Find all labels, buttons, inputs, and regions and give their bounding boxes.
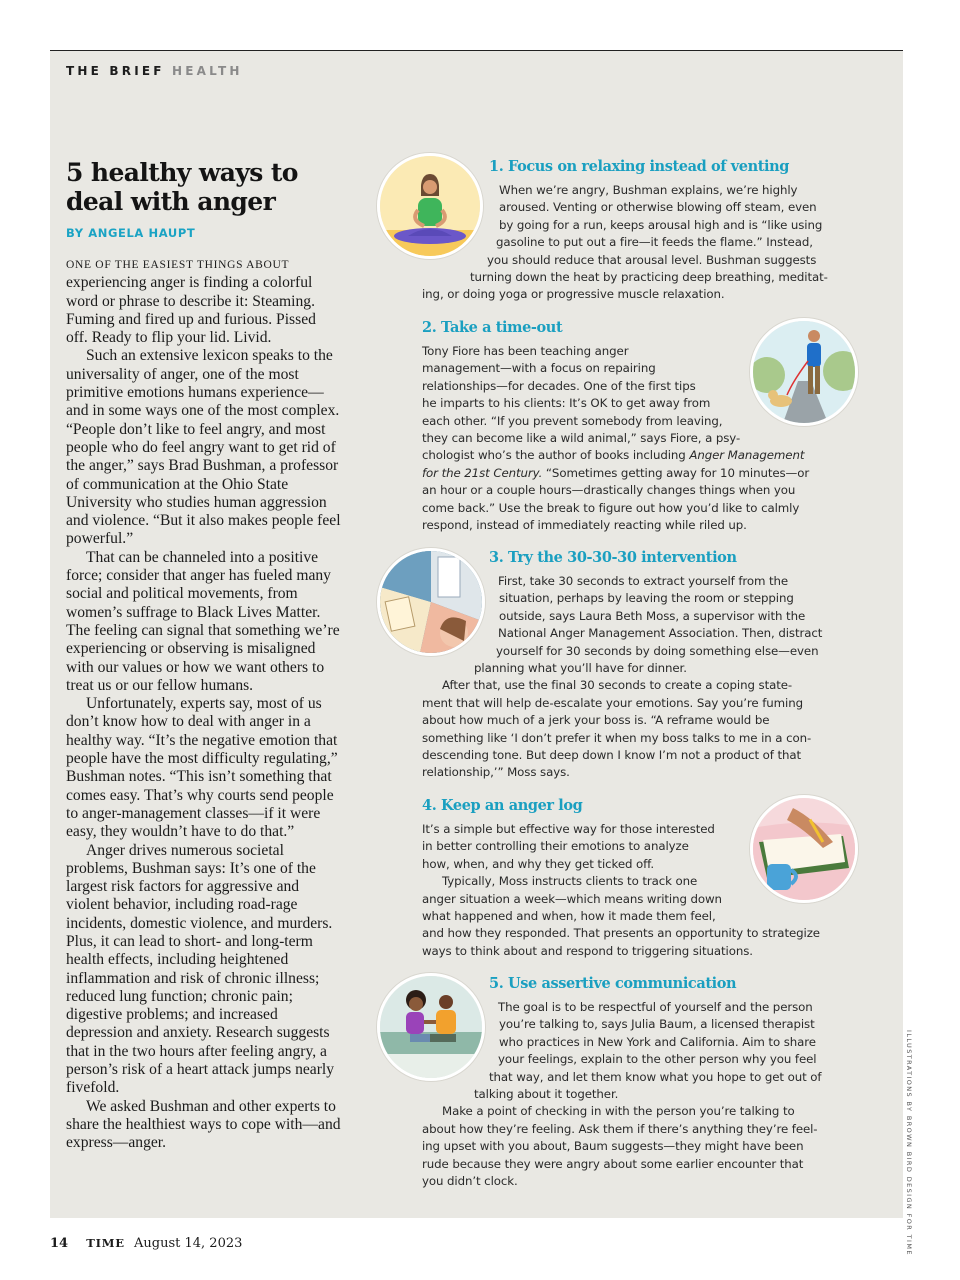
body-paragraph: Unfortunately, experts say, most of us don’t know how to deal with anger in a healthy way. “It’s the negative emotion that people have the most difficulty regulating,” Bushman notes. “This isn’t something that comes easy. That’s why courts send people to anger-management classes—if it were easy, they wouldn’t have to do that.” xyxy=(66,695,338,841)
article-title xyxy=(66,158,316,216)
book-title: for the 21st Century. xyxy=(422,465,543,480)
body-line: you’re talking to, says Julia Baum, a licensed therapist xyxy=(499,1017,815,1032)
body-paragraph: We asked Bushman and other experts to share the healthiest ways to cope with—and express—anger. xyxy=(66,1097,341,1152)
body-line: he imparts to his clients: It’s OK to get away from xyxy=(422,396,711,411)
body-line: rude because they were angry about some earlier encounter that xyxy=(422,1156,804,1171)
body-line: National Anger Management Association. Then, distract xyxy=(498,626,823,641)
illustration-credit: ILLUSTRATIONS BY BROWN BIRD DESIGN FOR TIME xyxy=(905,1030,913,1256)
body-line: Typically, Moss instructs clients to track one xyxy=(442,874,698,889)
body-line: talking about it together. xyxy=(474,1087,619,1102)
body-line: ing upset with you about, Baum suggests—they might have been xyxy=(422,1139,804,1154)
body-line: yourself for 30 seconds by doing something else—even xyxy=(496,643,819,658)
body-line-text: “Sometimes getting away for 10 minutes—or xyxy=(545,465,810,480)
body-line: and how they responded. That presents an opportunity to strategize xyxy=(422,926,820,941)
body-line: respond, instead of immediately reacting while riled up. xyxy=(422,518,747,533)
body-line: anger situation a week—which means writing down xyxy=(422,891,722,906)
body-line: turning down the heat by practicing deep breathing, meditat- xyxy=(470,270,828,285)
section-title: 3. Try the 30-30-30 intervention xyxy=(489,549,737,566)
section-title: 1. Focus on relaxing instead of venting xyxy=(489,158,790,175)
page-number: 14 xyxy=(50,1236,69,1251)
body-paragraph: Such an extensive lexicon speaks to the universality of anger, one of the most primitive emotions humans experience—and in some ways one of the most complex. “People don’t like to feel angry, and most people who do feel angry want to get rid of the anger,” says Brad Bushman, a professor of communication at the Ohio State University who studies human aggression and violence. “But it also makes people feel powerful.” xyxy=(66,347,341,548)
section-body xyxy=(422,999,862,1190)
paragraph-text: experiencing anger is finding a colorful word or phrase to describe it: Steaming. Fuming and fired up and furious. Pissed off. Ready to flip your lid. Livid. xyxy=(66,274,316,347)
section-body xyxy=(422,573,862,782)
body-line: your feelings, explain to the other person why you feel xyxy=(498,1052,817,1067)
page-footer xyxy=(50,1236,242,1251)
body-line: in better controlling their emotions to analyze xyxy=(422,839,689,854)
body-line: about how they’re feeling. Ask them if there’s anything they’re feel- xyxy=(422,1121,818,1136)
byline: BY ANGELA HAUPT xyxy=(66,226,196,240)
section-body xyxy=(422,821,862,960)
body-line: Tony Fiore has been teaching anger xyxy=(422,344,629,358)
body-line: First, take 30 seconds to extract yourself from the xyxy=(498,574,789,588)
body-paragraph: Anger drives numerous societal problems, Bushman says: It’s one of the largest risk factors for aggressive and violent behavior, including road-rage incidents, domestic violence, and murders. Plus, it can lead to short- and long-term health effects, including heightened inflammation and risk of chronic illness; reduced lung function; chronic pain; digestive problems; and increased depression and anxiety. Research suggests that in the two hours after feeling angry, a person’s risk of a heart attack jumps nearly fivefold. xyxy=(66,841,335,1097)
body-line: ing, or doing yoga or progressive muscle relaxation. xyxy=(422,287,725,302)
magazine-name: TIME xyxy=(86,1236,125,1250)
body-line: what happened and when, how it made them feel, xyxy=(422,909,716,924)
body-line: management—with a focus on repairing xyxy=(422,361,656,376)
title-line: 5 healthy ways to xyxy=(66,158,298,187)
body-line: about how much of a jerk your boss is. “A reframe would be xyxy=(422,713,770,728)
body-line: relationship,’” Moss says. xyxy=(422,765,570,780)
body-line: they can become like a wild animal,” says Fiore, a psy- xyxy=(422,431,741,446)
intro-paragraph xyxy=(66,255,341,347)
title-line: deal with anger xyxy=(66,187,276,216)
body-line: aroused. Venting or otherwise blowing off steam, even xyxy=(499,200,817,215)
section-body xyxy=(422,182,862,304)
body-line: After that, use the final 30 seconds to create a coping state- xyxy=(442,678,793,693)
section-title: 4. Keep an anger log xyxy=(422,797,583,814)
section-kicker xyxy=(66,64,243,78)
section-title: 2. Take a time-out xyxy=(422,319,563,336)
body-line: planning what you’ll have for dinner. xyxy=(474,661,687,676)
body-line: descending tone. But deep down I know I’m not a product of that xyxy=(422,748,802,763)
body-line: how, when, and why they get ticked off. xyxy=(422,856,655,871)
body-line: When we’re angry, Bushman explains, we’re highly xyxy=(499,183,798,197)
body-line: an hour or a couple hours—drastically changes things when you xyxy=(422,483,796,498)
body-line: come back.” Use the break to figure out how you’d like to calmly xyxy=(422,500,800,515)
book-title: Anger Management xyxy=(689,448,805,463)
section-title: 5. Use assertive communication xyxy=(489,975,737,992)
body-line: It’s a simple but effective way for those interested xyxy=(422,822,715,836)
body-line xyxy=(422,465,862,482)
intro-lead: ONE OF THE EASIEST THINGS ABOUT xyxy=(66,259,290,271)
body-line: that way, and let them know what you hope to get out of xyxy=(489,1069,822,1084)
body-line-text: chologist who’s the author of books including xyxy=(422,448,690,463)
body-line: something like ‘I don’t prefer it when my boss talks to me in a con- xyxy=(422,730,812,745)
body-line: Make a point of checking in with the person you’re talking to xyxy=(442,1104,795,1119)
body-line: relationships—for decades. One of the first tips xyxy=(422,378,696,393)
kicker-subsection: HEALTH xyxy=(172,64,243,78)
body-line: gasoline to put out a fire—it feeds the flame.” Instead, xyxy=(496,235,813,250)
kicker-section: THE BRIEF xyxy=(66,64,165,78)
body-paragraph: That can be channeled into a positive force; consider that anger has fueled many social and political movements, from women’s suffrage to Black Lives Matter. The feeling can signal that something we’re experiencing or observing is misaligned with our values or how we want others to treat us or our fellow humans. xyxy=(66,548,340,694)
issue-date: August 14, 2023 xyxy=(134,1236,243,1251)
body-line: outside, says Laura Beth Moss, a supervisor with the xyxy=(499,608,806,623)
intro-column xyxy=(66,255,341,1153)
body-line: ways to think about and respond to triggering situations. xyxy=(422,943,753,958)
body-line: who practices in New York and California. Aim to share xyxy=(499,1034,816,1049)
body-line: you didn’t clock. xyxy=(422,1174,518,1189)
section-body xyxy=(422,343,862,534)
body-line: each other. “If you prevent somebody from leaving, xyxy=(422,413,723,428)
body-line: you should reduce that arousal level. Bushman suggests xyxy=(487,252,817,267)
body-line xyxy=(422,447,862,464)
body-line: by going for a run, keeps arousal high and is “like using xyxy=(499,217,823,232)
body-line: The goal is to be respectful of yourself and the person xyxy=(498,1000,813,1014)
body-line: ment that will help de-escalate your emotions. Say you’re fuming xyxy=(422,695,803,710)
body-line: situation, perhaps by leaving the room or stepping xyxy=(499,591,794,606)
